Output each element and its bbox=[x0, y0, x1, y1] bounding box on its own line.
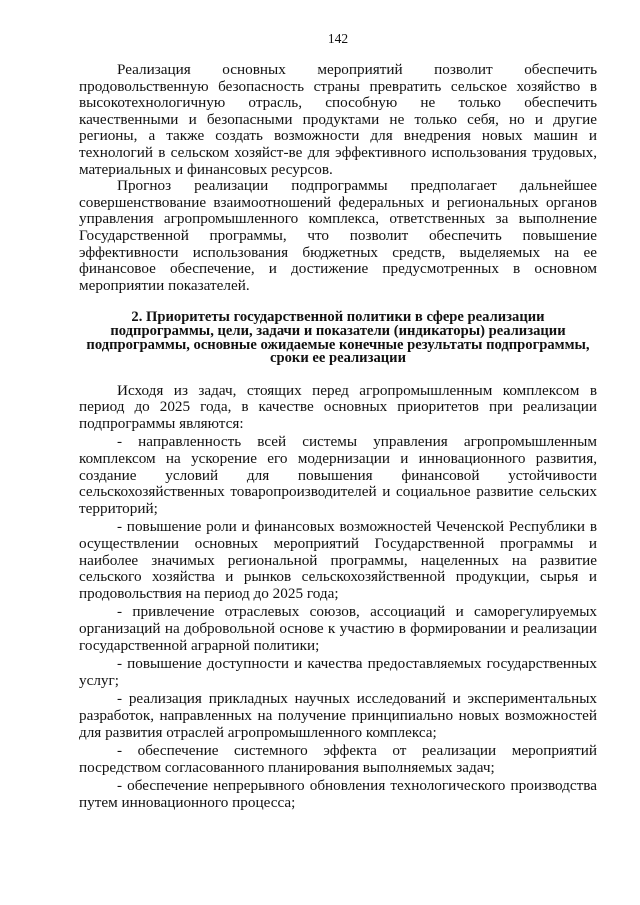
priority-item: - привлечение отраслевых союзов, ассоциаций и саморегулируемых организаций на добровольной основе к участию в формировании и реализации государственной аграрной политики; bbox=[79, 603, 597, 654]
priority-item: - обеспечение системного эффекта от реализации мероприятий посредством согласованного планирования выполняемых задач; bbox=[79, 742, 597, 776]
priority-item: - обеспечение непрерывного обновления технологического производства путем инновационного процесса; bbox=[79, 777, 597, 811]
paragraph-outcomes: Реализация основных мероприятий позволит обеспечить продовольственную безопасность страны превратить сельское хозяйство в высокотехнологичную отрасль, способную не только обеспечить качественными и безопасными продуктами не только себя, но и другие регионы, а также создать возможности для внедрения новых машин и технологий в сельском хозяйст-ве для эффективного использования трудовых, материальных и финансовых ресурсов. bbox=[79, 61, 597, 178]
priority-item: - повышение доступности и качества предоставляемых государственных услуг; bbox=[79, 655, 597, 689]
paragraph-forecast: Прогноз реализации подпрограммы предполагает дальнейшее совершенствование взаимоотношений федеральных и региональных органов управления агропромышленного комплекса, ответственных за выполнение Государственной программы, что позволит обеспечить повышение эффективности использования бюджетных средств, выделяемых на ее финансовое обеспечение, и достижение предусмотренных в основном мероприятии показателей. bbox=[79, 177, 597, 294]
document-body bbox=[79, 62, 597, 812]
section-intro: Исходя из задач, стоящих перед агропромышленным комплексом в период до 2025 года, в качестве основных приоритетов при реализации подпрограммы являются: bbox=[79, 381, 597, 432]
section-heading-block bbox=[79, 311, 597, 365]
page-number: 142 bbox=[327, 31, 349, 46]
priority-item: - повышение роли и финансовых возможностей Чеченской Республики в осуществлении основных мероприятий Государственной программы и наиболее значимых региональной программы, нацеленных на развитие сельского хозяйства и рынков сельскохозяйственной продукции, сырья и продовольствия на период до 2025 года; bbox=[79, 518, 597, 602]
priority-item: - направленность всей системы управления агропромышленным комплексом на ускорение его модернизации и инновационного развития, создание условий для повышения финансовой устойчивости сельскохозяйственных товаропроизводителей и социальное развитие сельских территорий; bbox=[79, 433, 597, 517]
section-heading: 2. Приоритеты государственной политики в сфере реализации подпрограммы, цели, задачи и показатели (индикаторы) реализации подпрограммы, основные ожидаемые конечные результаты подпрограммы, сроки ее реализации bbox=[86, 309, 590, 367]
priority-item: - реализация прикладных научных исследований и экспериментальных разработок, направленных на получение принципиально новых возможностей для развития отраслей агропромышленного комплекса; bbox=[79, 690, 597, 741]
